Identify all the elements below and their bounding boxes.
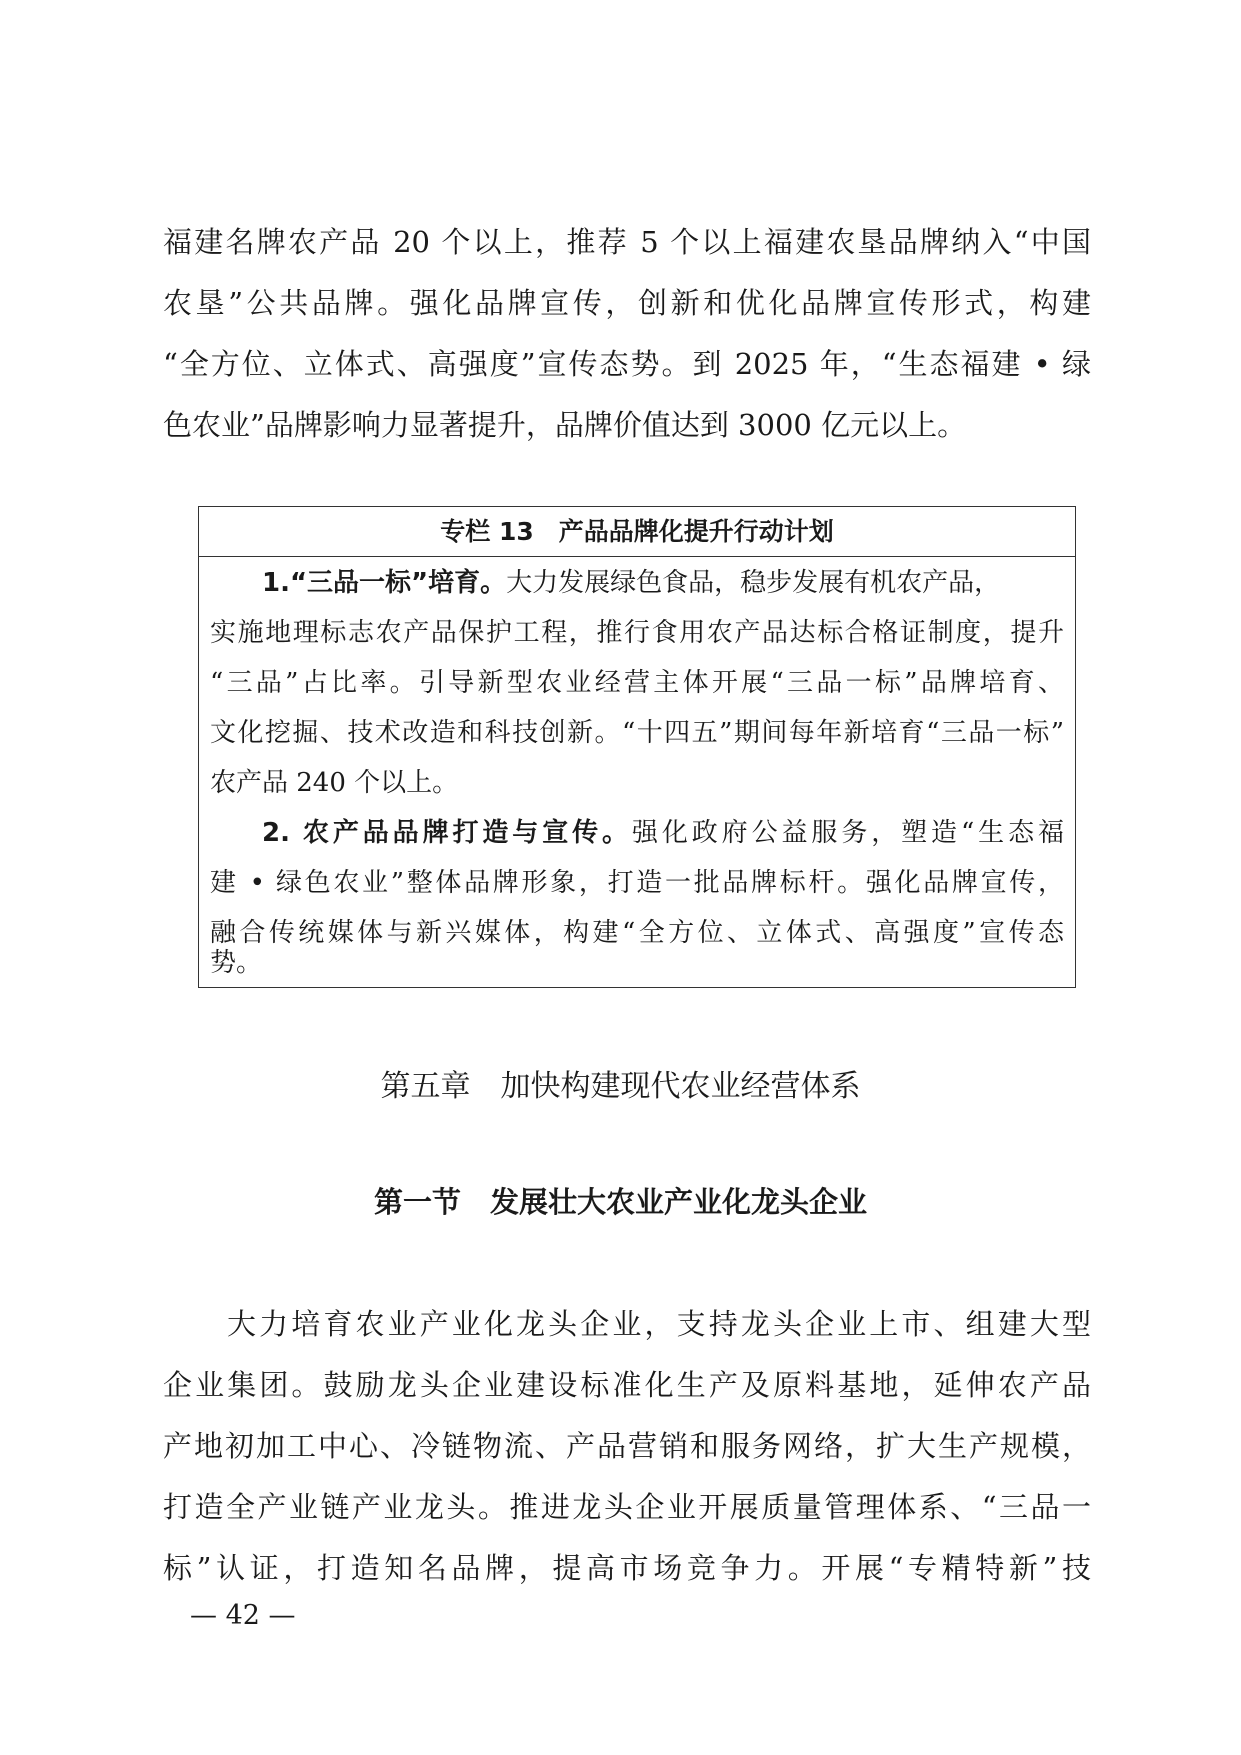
- section-title: 第一节 发展壮大农业产业化龙头企业: [373, 1185, 867, 1219]
- paragraph-line: 农垦”公共品牌。强化品牌宣传，创新和优化品牌宣传形式，构建: [163, 286, 1091, 320]
- box-line: 农产品 240 个以上。: [210, 768, 459, 798]
- box-line: 建 • 绿色农业”整体品牌形象，打造一批品牌标杆。强化品牌宣传，: [210, 868, 1064, 898]
- special-column-title: 专栏 13 产品品牌化提升行动计划: [199, 507, 1075, 557]
- paragraph-line: 企业集团。鼓励龙头企业建设标准化生产及原料基地，延伸农产品: [163, 1368, 1091, 1402]
- paragraph-line: 色农业”品牌影响力显著提升，品牌价值达到 3000 亿元以上。: [163, 408, 967, 442]
- special-column-box: [198, 506, 1076, 988]
- box-item-2-text: 强化政府公益服务，塑造“生态福: [631, 818, 1064, 848]
- paragraph-line: “全方位、立体式、高强度”宣传态势。到 2025 年，“生态福建 • 绿: [163, 347, 1091, 381]
- box-line: 实施地理标志农产品保护工程，推行食用农产品达标合格证制度，提升: [210, 618, 1064, 648]
- box-item-2-first-line: [210, 815, 1064, 851]
- paragraph-line: 福建名牌农产品 20 个以上，推荐 5 个以上福建农垦品牌纳入“中国: [163, 225, 1091, 259]
- box-item-1-text: 大力发展绿色食品，稳步发展有机农产品，: [506, 568, 1001, 598]
- box-line: 势。: [210, 948, 263, 978]
- page-number: — 42 —: [190, 1600, 296, 1631]
- box-item-2-heading: 2. 农产品品牌打造与宣传。: [262, 818, 632, 848]
- box-line: 文化挖掘、技术改造和科技创新。“十四五”期间每年新培育“三品一标”: [210, 718, 1064, 748]
- box-item-1-heading: 1.“三品一标”培育。: [262, 568, 507, 598]
- box-line: 融合传统媒体与新兴媒体，构建“全方位、立体式、高强度”宣传态: [210, 918, 1064, 948]
- chapter-title: 第五章 加快构建现代农业经营体系: [380, 1069, 861, 1104]
- box-line: “三品”占比率。引导新型农业经营主体开展“三品一标”品牌培育、: [210, 668, 1064, 698]
- paragraph-line: 标”认证，打造知名品牌，提高市场竞争力。开展“专精特新”技: [163, 1551, 1091, 1585]
- paragraph-line: 打造全产业链产业龙头。推进龙头企业开展质量管理体系、“三品一: [163, 1490, 1091, 1524]
- paragraph-line: 产地初加工中心、冷链物流、产品营销和服务网络，扩大生产规模，: [163, 1429, 1091, 1463]
- box-item-1-first-line: [210, 565, 1064, 601]
- paragraph-line: 大力培育农业产业化龙头企业，支持龙头企业上市、组建大型: [227, 1307, 1091, 1341]
